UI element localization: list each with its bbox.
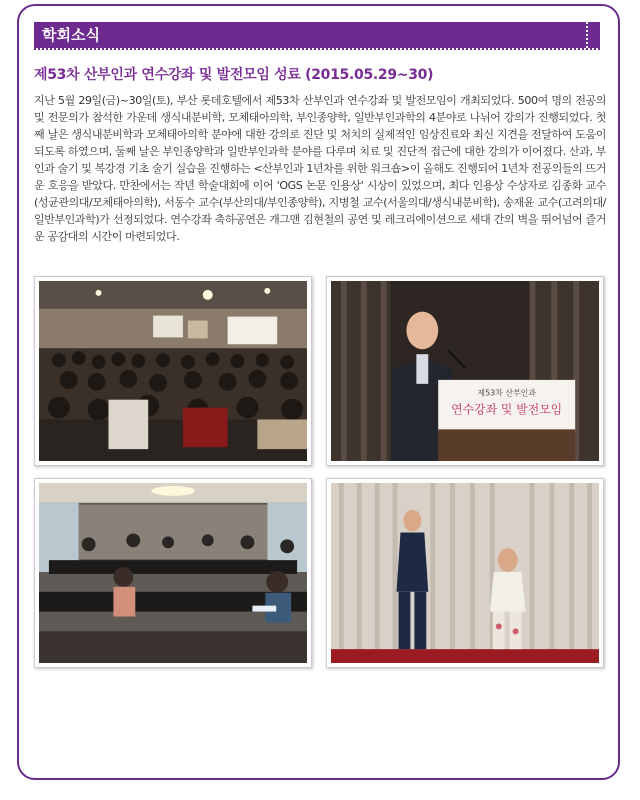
workshop-image xyxy=(39,483,307,663)
section-title: 학회소식 xyxy=(42,26,100,44)
section-header xyxy=(34,22,600,48)
photo-stage-performance xyxy=(326,478,604,668)
header-divider xyxy=(34,48,600,50)
photo-lecture-hall xyxy=(34,276,312,466)
article-title: 제53차 산부인과 연수강좌 및 발전모임 성료 (2015.05.29~30) xyxy=(34,67,434,83)
lecture-hall-image xyxy=(39,281,307,461)
header-dots xyxy=(586,22,600,48)
speaker-podium-image xyxy=(331,281,599,461)
podium-banner-line2: 연수강좌 및 발전모임 xyxy=(451,402,563,417)
stage-performance-image xyxy=(331,483,599,663)
podium-banner-line1: 제53차 산부인과 xyxy=(477,388,536,398)
photo-speaker-podium xyxy=(326,276,604,466)
photo-workshop xyxy=(34,478,312,668)
article-body: 지난 5월 29일(금)~30일(토), 부산 롯데호텔에서 제53차 산부인과 연수강좌 및 발전모임이 개최되었다. 500여 명의 전공의 및 전문의가 참석한 가운데 생식내분비학, 모체태아의학, 부인종양학, 일반부인과학의 4분야로 나뉘어 강의가 진행되었다. 첫째 날은 생식내분비학과 모체태아의학 분야에 대한 강의로 진단 및 처치의 실제적인 임상진료와 최신 지견을 전달하여 도움이 되도록 하였으며, 둘째 날은 부인종양학과 일반부인과학 분야를 다루며 치료 및 진단적 접근에 대한 강의가 이어졌다. 산과, 부인과 술기 및 복강경 기초 술기 실습을 진행하는 <산부인과 1년차를 위한 워크숍>이 올해도 진행되어 1년차 전공의들의 뜨거운 호응을 받았다. 만찬에서는 작년 학술대회에 이어 'OGS 논문 인용상' 시상이 있었으며, 최다 인용상 수상자로 김종화 교수(성균관의대/모체태아의학), 서동수 교수(부산의대/부인종양학), 지병철 교수(서울의대/생식내분비학), 송재윤 교수(고려의대/일반부인과학)가 선정되었다. 연수강좌 축하공연은 개그맨 김현철의 공연 및 레크리에이션으로 세대 간의 벽을 뛰어넘어 즐거운 공감대의 시간이 마련되었다. xyxy=(34,94,606,243)
